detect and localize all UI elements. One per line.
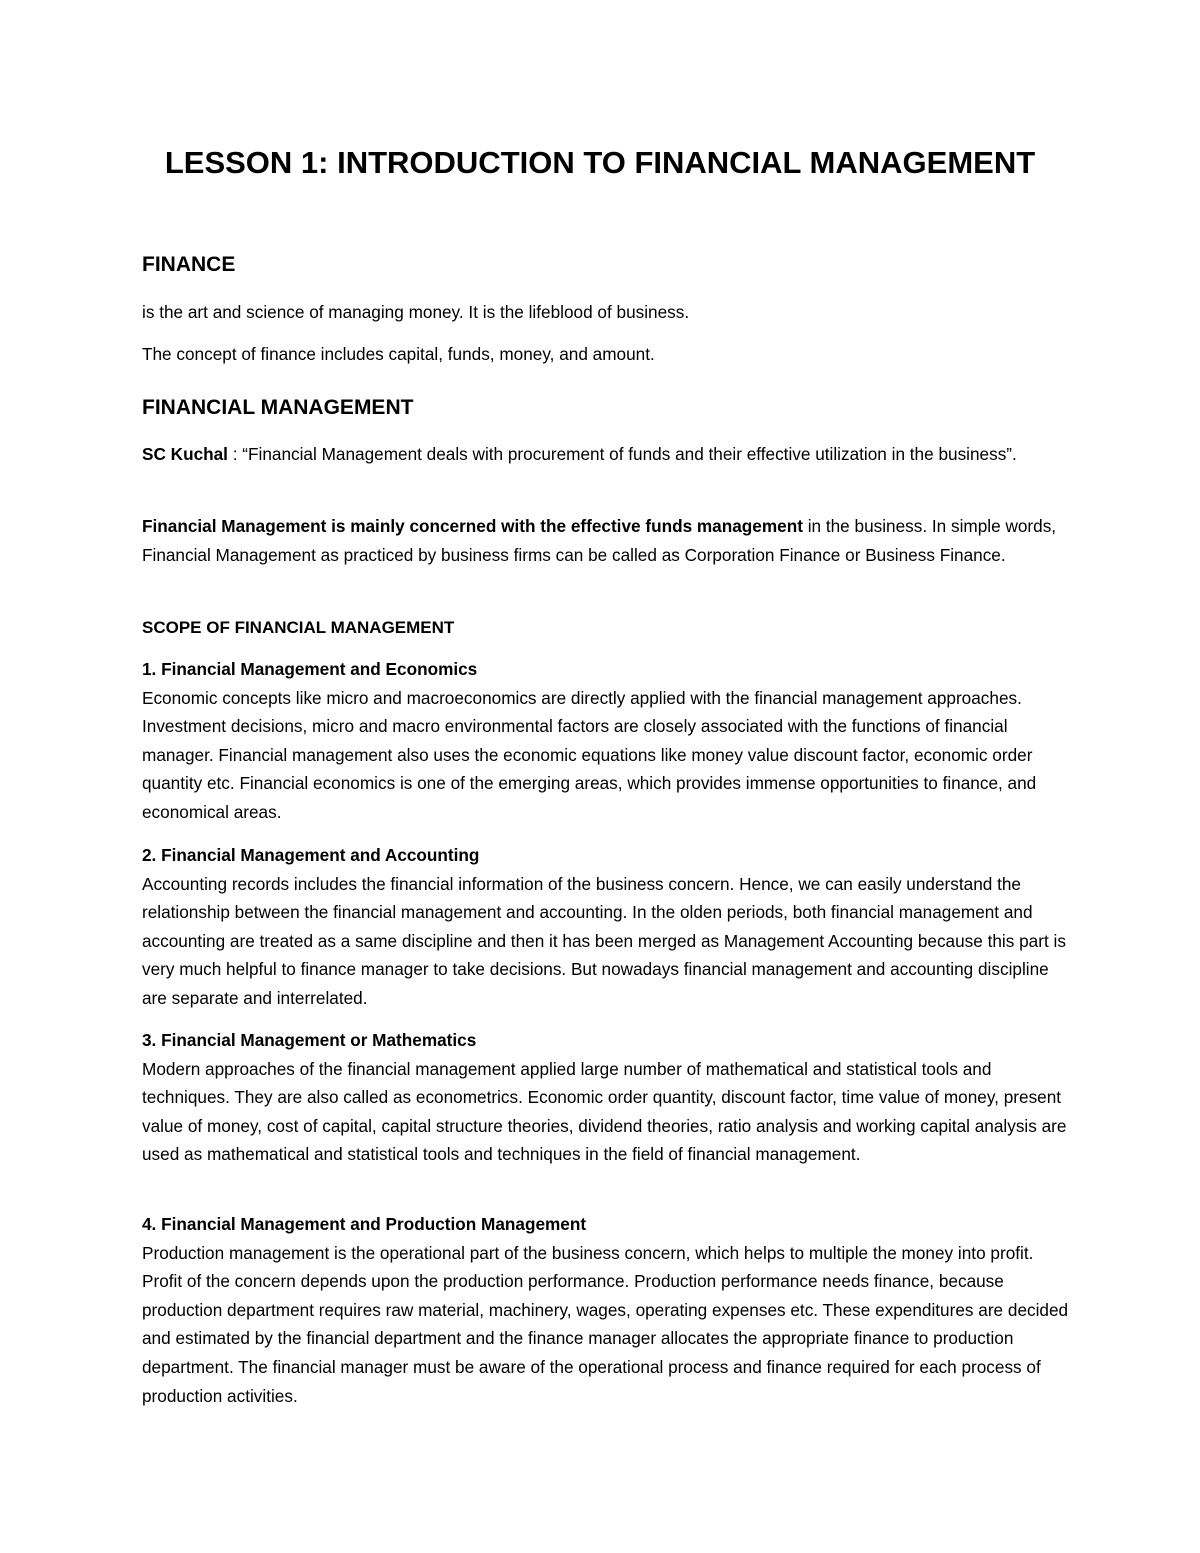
lesson-title: LESSON 1: INTRODUCTION TO FINANCIAL MANAGEMENT — [164, 145, 1036, 180]
scope-item-text: Production management is the operational part of the business concern, which helps to multiple the money into profit. Profit of the concern depends upon the production performance. Production performance needs finance, because production department requires raw material, machinery, wages, operating expenses etc. These expenditures are decided and estimated by the financial department and the finance manager allocates the appropriate finance to production department. The financial manager must be aware of the operational process and finance required for each process of production activities. — [142, 1242, 1069, 1406]
concern-bold: Financial Management is mainly concerned with the effective funds management — [142, 516, 803, 536]
scope-item-title: 3. Financial Management or Mathematics — [142, 1030, 477, 1050]
scope-heading: SCOPE OF FINANCIAL MANAGEMENT — [142, 618, 455, 637]
scope-item-title: 4. Financial Management and Production Management — [142, 1214, 587, 1234]
scope-item-4 — [142, 1210, 1077, 1410]
fm-concern — [142, 512, 1077, 569]
finance-definition: is the art and science of managing money. It is the lifeblood of business. — [142, 302, 690, 322]
quote-text: : “Financial Management deals with procurement of funds and their effective utilization in the business”. — [227, 444, 1017, 464]
finance-concept: The concept of finance includes capital, funds, money, and amount. — [142, 344, 655, 364]
scope-item-title: 1. Financial Management and Economics — [142, 659, 478, 679]
scope-item-text: Economic concepts like micro and macroeconomics are directly applied with the financial management approaches. Investment decisions, micro and macro environmental factors are closely associated with the functions of financial manager. Financial management also uses the economic equations like money value discount factor, economic order quantity etc. Financial economics is one of the emerging areas, which provides immense opportunities to finance, and economical areas. — [142, 687, 1037, 822]
fm-heading: FINANCIAL MANAGEMENT — [142, 396, 414, 419]
scope-item-title: 2. Financial Management and Accounting — [142, 845, 480, 865]
quote-author: SC Kuchal — [142, 444, 228, 464]
scope-item-text: Accounting records includes the financial information of the business concern. Hence, we can easily understand the relationship between the financial management and accounting. In the olden periods, both financial management and accounting are treated as a same discipline and then it has been merged as Management Accounting because this part is very much helpful to finance manager to take decisions. But nowadays financial management and accounting discipline are separate and interrelated. — [142, 873, 1066, 1008]
scope-item-1 — [142, 655, 1077, 827]
scope-item-2 — [142, 841, 1077, 1013]
scope-item-text: Modern approaches of the financial management applied large number of mathematical and statistical tools and techniques. They are also called as econometrics. Economic order quantity, discount factor, time value of money, present value of money, cost of capital, capital structure theories, dividend theories, ratio analysis and working capital analysis are used as mathematical and statistical tools and techniques in the field of financial management. — [142, 1058, 1067, 1165]
finance-heading: FINANCE — [142, 253, 236, 276]
fm-quote — [142, 440, 1077, 469]
scope-item-3 — [142, 1026, 1077, 1169]
concern-rest: in the business. In simple words, Financial Management as practiced by business firms can be called as Corporation Finance or Business Finance. — [142, 516, 1057, 565]
